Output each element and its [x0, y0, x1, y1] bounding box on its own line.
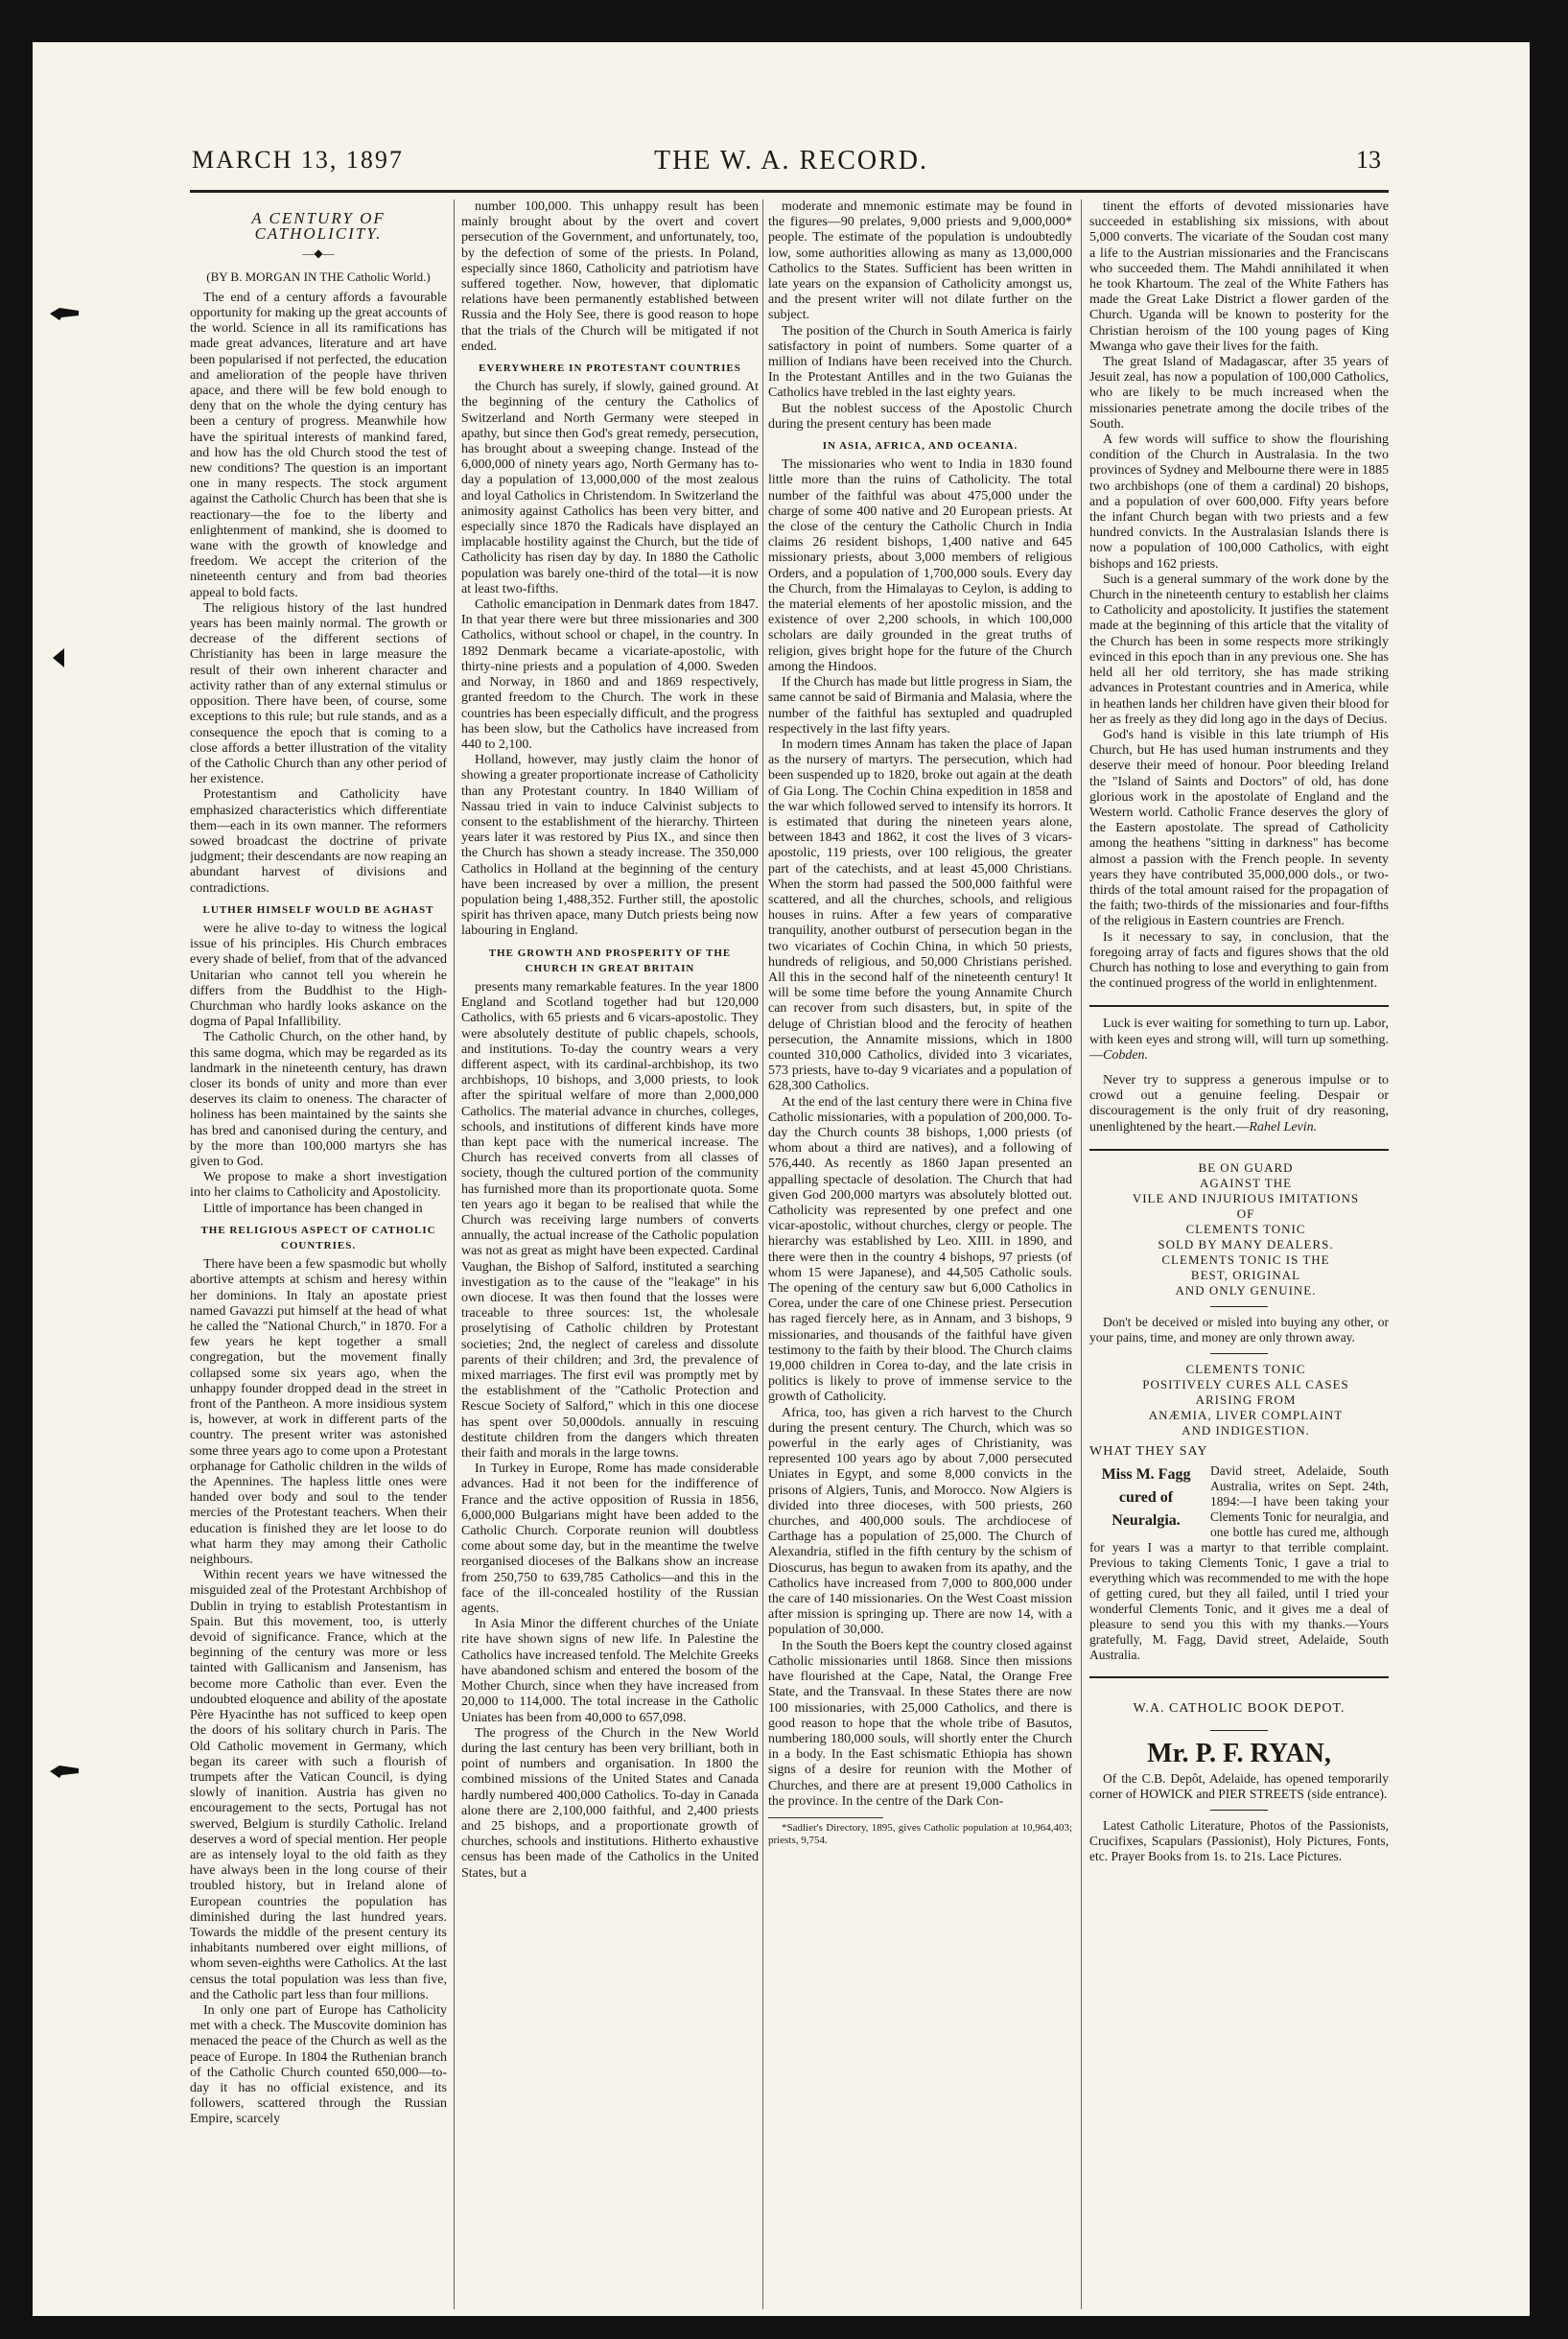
header-rule [190, 190, 1389, 193]
paragraph-group [461, 980, 759, 1882]
paragraph-group [768, 199, 1072, 433]
advert-warning-lines [1089, 1160, 1389, 1298]
depot-proprietor: Mr. P. F. RYAN, [1147, 1739, 1331, 1769]
paragraph: tinent the efforts of devoted missionaries have succeeded in establishing six missions, with about 5,000 converts. The vicariate of the Soudan cost many a life to the Austrian missionaries and the Franciscans who succeeded them. The Mahdi annihilated it when he took Khartoum. The zeal of the White Fathers has made the Great Lake District a flower garden of the Church. Uganda will be known to posterity for the Christian heroism of the 100 young pages of King Mwanga who gave their lives for the faith. [1089, 199, 1389, 354]
pointing-hand-icon [50, 305, 81, 322]
quote-author: Rahel Levin. [1249, 1119, 1318, 1134]
ornament-divider: —◆— [302, 246, 335, 261]
paragraph: The end of a century affords a favourable opportunity for making up the great accounts of the world. Science in all its ramifications has made great advances, literature and art have been popularised if not perfected, the education and amelioration of the people have thriven apace, and there will be few bold enough to deny that on the whole the dying century has been a century of progress. Meanwhile how have the spiritual interests of mankind fared, and how has the old Church stood the test of new conditions? The question is an important one in many respects. The stock argument against the Catholic Church has been that she is reactionary—the foe to the liberty and enlightenment of mankind, she is doomed to wane with the growth of knowledge and freedom. We accept the criterion of the nineteenth century and from bad theories appeal to bold facts. [190, 290, 447, 600]
depot-stock: Latest Catholic Literature, Photos of the Passionists, Crucifixes, Scapulars (Passionist), Holy Pictures, Fonts, etc. Prayer Books from 1s. to 21s. Lace Pictures. [1089, 1818, 1389, 1864]
short-rule [1210, 1353, 1268, 1354]
paragraph: were he alive to-day to witness the logical issue of his principles. His Church embraces every shade of belief, from that of the advanced Unitarian who cannot tell you wherein he differs from the Buddhist to the High-Churchman who hardly looks askance on the dogma of Papal Infallibility. [190, 921, 447, 1030]
advert-line: ARISING FROM [1195, 1392, 1297, 1407]
paragraph: presents many remarkable features. In the year 1800 England and Scotland together had but 120,000 Catholics, with 65 priests and 6 vicars-apostolic. They were absolutely destitute of public chapels, schools, and institutions. To-day the country wears a very different aspect, with its cardinal-archbishop, its two archbishops, 10 bishops, and 3,000 priests, to look after the spiritual welfare of more than 2,000,000 Catholics. The material advance in churches, colleges, schools, and institutions of different kinds have more than kept pace with the numerical increase. The Church has received converts from all classes of society, though the cultured portion of the community has furnished more than its proportionate quota. Some ten years ago it began to be realised that while the Church was receiving large numbers of converts annually, the actual increase of the Catholic population was not as great as might have been expected. Cardinal Vaughan, the Bishop of Salford, instituted a searching investigation as to the cause of the "leakage" in his own diocese. It was then found that the losses were traceable to three sources: 1st, the wholesale proselytising of Catholic children by Protestant societies; 2nd, the neglect of careless and dissolute parents of their children; and 3rd, the prevalence of mixed marriages. The first evil was promptly met by the establishment of the "Catholic Protection and Rescue Society of Salford," which in this one diocese has spent over 50,000dols. annually in rescuing destitute children from the dangers which threaten their faith and morals in the large towns. [461, 979, 759, 1462]
section-rule [1089, 1149, 1389, 1151]
column-3 [768, 199, 1072, 2314]
page-header [192, 146, 1391, 184]
testimonial-heading: WHAT THEY SAY [1089, 1443, 1208, 1459]
paragraph: If the Church has made but little progress in Siam, the same cannot be said of Birmania and Malasia, where the number of the faithful has sextupled and quadrupled respectively in the last fifty years. [768, 675, 1072, 737]
paragraph-group [461, 199, 759, 355]
subheading: IN ASIA, AFRICA, AND OCEANIA. [822, 440, 1018, 453]
paragraph: In Asia Minor the different churches of the Uniate rite have shown signs of new life. In Palestine the Catholics have increased tenfold. The Melchite Greeks have abandoned schism and entered the bosom of the Mother Church, since when they have increased from 20,000 to 114,000. The total increase in the Catholic Uniates has been from 40,000 to 657,098. [461, 1617, 759, 1725]
short-rule [1210, 1810, 1268, 1811]
column-2 [461, 199, 759, 2314]
testimonial-person: Miss M. Fagg [1101, 1465, 1191, 1483]
paragraph-group [190, 922, 447, 1217]
advert-line: ANÆMIA, LIVER COMPLAINT [1148, 1407, 1344, 1422]
paragraph: In Turkey in Europe, Rome has made considerable advances. Had it not been for the indifference of France and the active opposition of Russia in 1856, 6,000,000 Bulgarians might have been added to the Catholic Church. Corporate reunion will doubtless come about some day, but in the meantime the twelve reorganised dioceses of the Balkans show an increase from 250,750 to 639,785 Catholics—and this in the face of the ill-concealed hostility of the Russian agents. [461, 1462, 759, 1617]
subheading: THE RELIGIOUS ASPECT OF CATHOLIC COUNTRIES. [200, 1224, 436, 1251]
paragraph: moderate and mnemonic estimate may be found in the figures—90 prelates, 9,000 priests and 9,000,000* people. The estimate of the population is undoubtedly low, some authorities allowing as many as 13,000,000 Catholics to the States. Sufficient has been written in late years on the expansion of Catholicity amongst us, and the present writer will not dilate further on the subject. [768, 199, 1072, 323]
short-rule [1210, 1306, 1268, 1307]
testimonial-name [1089, 1463, 1203, 1532]
testimonial-ailment: Neuralgia. [1112, 1511, 1181, 1529]
footnote: *Sadlier's Directory, 1895, gives Catholic population at 10,964,403; priests, 9,754. [768, 1821, 1072, 1846]
article-title: A CENTURY OF CATHOLICITY. [251, 209, 386, 244]
scan-border-left [0, 0, 33, 2339]
advert-line: CLEMENTS TONIC [1185, 1361, 1306, 1376]
paragraph: In the South the Boers kept the country closed against Catholic missionaries until 1868. Since then missions have flourished at the Cape, Natal, the Orange Free State, and the Transvaal. In these States there are now 100 missionaries, with 25,000 Catholics, and there is good reason to hope that the whole tribe of Basutos, numbering 180,000 souls, will shortly enter the Church in a body. In the East schismatic Ethiopia has shown signs of a desire for reunion with the Mother of Churches, and there are at present 19,000 Catholics in the province. In the centre of the Dark Con- [768, 1638, 1072, 1809]
paragraph: Little of importance has been changed in [203, 1201, 423, 1216]
paragraph: At the end of the last century there were in China five Catholic missionaries, with a population of 200,000. To-day the Church counts 38 bishops, 1,000 priests (of whom about a third are natives), and a following of 576,440. As recently as 1860 Japan presented an appalling spectacle of desolation. The Church that had given God 200,000 martyrs was absolutely blotted out. Catholicity was represented by one prefect and one vicar-apostolic, without churches, clergy or people. The hierarchy was established by Leo. XIII. in 1890, and there were then in the country 4 bishops, 97 priests (of whom 15 were Japanese), and 44,505 Catholic souls. The opening of the century saw but 6,000 Catholics in Corea, under the care of one Chinese priest. Persecution has raged fiercely here, as in Annam, and 3 bishops, 9 missionaries, and thousands of the faithful have given testimony to the faith by their blood. The Church claims 19,000 children in Corea to-day, and the late crisis in politics is likely to prove of immense service to the growth of Catholicity. [768, 1094, 1072, 1405]
paragraph: Holland, however, may justly claim the honor of showing a greater proportionate increase of Catholicity than any Protestant country. In 1840 William of Nassau tried in vain to induce Calvinist subjects to consent to the establishment of the hierarchy. Thirteen years later it was restored by Pius IX., and since then the Church has shown a steady increase. The 350,000 Catholics in Holland at the beginning of the century have been increased by over a million, the present population being 1,488,352. Further still, the apostolic spirit has thriven apace, many Dutch priests being now labouring in England. [461, 753, 759, 939]
paragraph: There have been a few spasmodic but wholly abortive attempts at schism and heresy within her dominions. In Italy an apostate priest named Gavazzi put himself at the head of what he called the "National Church," in 1870. For a few years he kept together a small congregation, but the movement finally collapsed some six years ago, when the unhappy founder dropped dead in the street in front of the Pantheon. A more insidious system is, however, at work in different parts of the country. The present writer was astonished some three years ago to come upon a Protestant orphanage for Catholic children in the wilds of the Apennines. The hapless little ones were handed over body and soul to the tender mercies of the Protestant teachers. When their education is finished they are let loose to do what harm they may among their Catholic neighbours. [190, 1257, 447, 1568]
testimonial [1089, 1463, 1389, 1663]
advert-line: SOLD BY MANY DEALERS. [1158, 1236, 1334, 1251]
paragraph: We propose to make a short investigation into her claims to Catholicity and Apostolicity. [190, 1170, 447, 1201]
subheading: EVERYWHERE IN PROTESTANT COUNTRIES [479, 363, 741, 375]
advert-line: AGAINST THE [1199, 1175, 1293, 1190]
paragraph: Is it necessary to say, in conclusion, that the foregoing array of facts and figures shows that the old Church has nothing to lose and everything to gain from the continued progress of the world in enlightenment. [1089, 929, 1389, 992]
paragraph: the Church has surely, if slowly, gained ground. At the beginning of the century the Catholics of Switzerland and North Germany were steeped in apathy, but since then God's great remedy, persecution, has brought about a sweeping change. Instead of the 6,000,000 of ninety years ago, North Germany has to-day a population of 13,000,000 of the most zealous and loyal Catholics in Christendom. In Switzerland the animosity against Catholics has been very bitter, and especially since 1870 the Radicals have displayed an implacable hostility against the Church, but the tide of Catholicity has risen day by day. In 1880 the Catholic population was barely one-third of the total—it is now at least two-fifths. [461, 380, 759, 596]
advert-line: OF [1236, 1205, 1255, 1221]
subheading: LUTHER HIMSELF WOULD BE AGHAST [202, 903, 434, 916]
paragraph: Catholic emancipation in Denmark dates from 1847. In that year there were but three missionaries and 300 Catholics, without school or chapel, in the country. In 1892 Denmark became a vicariate-apostolic, with thirty-nine priests and a population of 4,000. Sweden and Norway, in 1860 and and 1869 respectively, granted freedom to the Church. The work in these countries has been especially difficult, and the progress has been slow, but the Catholics have increased from 440 to 2,100. [461, 597, 759, 752]
section-rule [1089, 1005, 1389, 1007]
column-divider [762, 199, 763, 2309]
advert-warning: Don't be deceived or misled into buying any other, or your pains, time, and money are only thrown away. [1089, 1314, 1389, 1345]
column-divider [454, 199, 455, 2309]
paragraph-group [768, 457, 1072, 1810]
paragraph: Such is a general summary of the work done by the Church in the nineteenth century to establish her claims to Catholicity and apostolicity. It justifies the statement made at the beginning of this article that the vitality of the Church has been in some respects more strikingly evinced in this epoch than in any previous one. She has held all her old territory, she has made striking advances in Protestant countries and in America, while in heathen lands her children have given their blood for her as freely as they did long ago in the days of Decius. [1089, 572, 1389, 727]
paragraph: In only one part of Europe has Catholicity met with a check. The Muscovite dominion has menaced the peace of the Church as well as the peace of Europe. In 1804 the Ruthenian branch of the Catholic Church counted 650,000—to-day it has no official existence, and its followers, scattered through the Russian Empire, scarcely [190, 2002, 447, 2127]
paragraph: The progress of the Church in the New World during the last century has been very brilliant, both in point of numbers and organisation. In 1800 the combined missions of the United States and Canada hardly numbered 400,000 Catholics. To-day in Canada alone there are 2,100,000 faithful, and 2,400 priests and 25 bishops, and a proportionate growth of churches, schools and institutions. Hitherto exhaustive census has been made of the Catholics in the United States, but a [461, 1725, 759, 1881]
paragraph-group [1089, 199, 1389, 992]
advert-line: VILE AND INJURIOUS IMITATIONS [1132, 1190, 1360, 1205]
paragraph-group [190, 291, 447, 897]
paragraph: God's hand is visible in this late triumph of His Church, but He has used human instruments and they deserve their meed of honour. Poor bleeding Ireland the "Island of Saints and Doctors" of old, has done glorious work in the apostolate of England and the Western world. Catholic France deserves the glory of the Eastern apostolate. The spread of Catholicity among the heathens "sitting in darkness" has become almost a passion with the French people. In seventy years they have contributed 35,000,000 dols., or two-thirds of the total amount raised for the propagation of the faith; two-thirds of the missionaries and four-fifths of the religious in Eastern countries are French. [1089, 727, 1389, 929]
paragraph: The great Island of Madagascar, after 35 years of Jesuit zeal, has now a population of 100,000 Catholics, who are likely to be much increased when the missionaries penetrate among the docile tribes of the South. [1089, 355, 1389, 432]
paragraph-group [461, 380, 759, 939]
quote-author: Cobden. [1103, 1047, 1149, 1063]
article-byline: (BY B. MORGAN IN THE Catholic World.) [206, 269, 431, 284]
column-1 [190, 199, 447, 2314]
section-rule [1089, 1676, 1389, 1678]
footnote-rule [768, 1817, 883, 1818]
column-4 [1089, 199, 1389, 2314]
advert-line: BE ON GUARD [1198, 1159, 1294, 1175]
advert-line: AND INDIGESTION. [1182, 1422, 1310, 1438]
short-rule [1210, 1730, 1268, 1731]
page-number: 13 [1356, 146, 1381, 174]
scan-border-bottom [0, 2316, 1568, 2339]
advert-line: CLEMENTS TONIC [1185, 1221, 1306, 1236]
paragraph: But the noblest success of the Apostolic Church during the present century has been made [768, 401, 1072, 432]
paragraph-group [190, 1257, 447, 2127]
testimonial-text: David street, Adelaide, South Australia, writes on Sept. 24th, 1894:—I have been taking your Clements Tonic for neuralgia, and one bottle has cured me, although for years I was a martyr to that terrible complaint. Previous to taking Clements Tonic, I gave a trial to everything which was recommended to me with the hope of getting cured, but they all failed, until I tried your wonderful Clements Tonic, and it gives me a deal of pleasure to send you this with my thanks.—Yours gratefully, M. Fagg, David street, Adelaide, South Australia. [1089, 1462, 1389, 1662]
quote-text: Luck is ever waiting for something to turn up. Labor, with keen eyes and strong will, will turn up something.— [1089, 1017, 1389, 1063]
advert-cures-lines [1089, 1362, 1389, 1438]
scan-border-top [0, 0, 1568, 42]
issue-date: MARCH 13, 1897 [192, 146, 404, 174]
depot-address: Of the C.B. Depôt, Adelaide, has opened temporarily corner of HOWICK and PIER STREETS (side entrance). [1089, 1771, 1389, 1802]
paragraph: A few words will suffice to show the flourishing condition of the Church in Australasia. In the two provinces of Sydney and Melbourne there were in 1885 two archbishops (one of them a cardinal) 20 bishops, and a population of over 600,000. Fifty years before the infant Church began with two priests and a few hundred convicts. In the Australasian Islands there is now a population of 100,000 Catholics, with eight bishops and 162 priests. [1089, 433, 1389, 572]
advert-line: CLEMENTS TONIC IS THE [1161, 1251, 1330, 1267]
advert-line: AND ONLY GENUINE. [1175, 1282, 1317, 1298]
advert-line: BEST, ORIGINAL [1190, 1267, 1301, 1282]
newspaper-title: THE W. A. RECORD. [653, 146, 929, 175]
paragraph: In modern times Annam has taken the place of Japan as the nursery of martyrs. The persecution, which had been suspended up to 1820, broke out again at the death of Gia Long. The Cochin China expedition in 1858 and the war which followed served to intensify its horrors. It is estimated that during the nineteen years alone, between 1843 and 1862, it cost the lives of 3 vicars-apostolic, 119 priests, over 100 religious, the greater part of the catechists, and at least 45,000 Christians. When the storm had passed the 500,000 faithful were scattered, and all the churches, schools, and religious houses in ruins. After a few years of comparative tranquility, another outburst of persecution began in the two vicariates of Cochin China, in which 50 priests, hundreds of religious, and 50,000 Christians perished. All this in the second half of the nineteenth century! It will be some time before the young Annamite Church can recover from such disasters, but, in spite of the deluge of Christian blood and the ferocity of heathen persecution, the Annamite missions, which in 1800 counted 310,000 Catholics, divided into 3 vicariates, 573 priests, have to-day 9 vicariates and a population of 628,300 Catholics. [768, 737, 1072, 1094]
quote-cobden [1089, 1017, 1389, 1064]
paragraph: Protestantism and Catholicity have emphasized characteristics which differentiate them—each in its own manner. The reformers sowed broadcast the doctrine of private judgment; their descendants are now reaping an abundant harvest of divisions and contradictions. [190, 787, 447, 896]
clements-tonic-advert [1089, 1160, 1389, 1663]
testimonial-cured-of: cured of [1118, 1488, 1174, 1506]
paragraph: The missionaries who went to India in 1830 found little more than the ruins of Catholicity. The total number of the faithful was about 475,000 under the charge of some 400 native and 20 European priests. At the close of the century the Catholic Church in India claims 26 resident bishops, 1,400 native and 645 missionary priests, about 3,000 members of religious Orders, and a population of 1,700,000 souls. Every day the Church, from the Himalayas to Ceylon, is adding to the material elements of her apostolic mission, and the existence of over 2,200 schools, in which 100,000 scholars are daily grounded in the great truths of religion, gives bright hope for the future of the Church among the Hindoos. [768, 457, 1072, 674]
quote-text: Never try to suppress a generous impulse or to crowd out a genuine feeling. Despair or discouragement is the only fruit of dry reasoning, unenlightened by the heart.— [1089, 1072, 1389, 1134]
arrow-left-icon [53, 648, 64, 667]
pointing-hand-icon-2 [50, 1763, 81, 1780]
paragraph: number 100,000. This unhappy result has been mainly brought about by the overt and covert persecution of the Government, and unfortunately, too, by the defection of some of the priests. In Poland, especially since 1860, Catholicity and patriotism have suffered together. Now, however, that diplomatic relations have been permanently established between Russia and the Holy See, there is good reason to hope that the trials of the Church will be mitigated if not ended. [461, 199, 759, 354]
subheading: THE GROWTH AND PROSPERITY OF THE CHURCH IN GREAT BRITAIN [488, 947, 732, 974]
paragraph: The religious history of the last hundred years has been mainly normal. The growth or decrease of the different sections of Christianity has been in large measure the result of their own inherent character and activity rather than of any external stimulus or opposition. There have been, of course, some exceptions to this rule; but rule stands, and as a consequence the epoch that is coming to a close affords a better illustration of the vitality of the Catholic Church than any other period of her existence. [190, 600, 447, 787]
scan-border-right [1530, 0, 1568, 2339]
paragraph: The position of the Church in South America is fairly satisfactory in point of numbers. Some quarter of a million of Indians have been received into the Church. In the Protestant Antilles and in the two Guianas the Catholics have trebled in the last eighty years. [768, 323, 1072, 401]
advert-line: POSITIVELY CURES ALL CASES [1142, 1376, 1349, 1392]
quote-levin [1089, 1073, 1389, 1135]
paragraph: Africa, too, has given a rich harvest to the Church during the present century. The Church, which was so powerful in the early ages of Christianity, was represented 100 years ago by about 7,000 persecuted Uniates in Egypt, and some 8,000 convicts in the prisons of Algiers, Tunis, and Morocco. Now Algiers is divided into three dioceses, with 500 priests, 260 churches, and 400,000 souls. The archdiocese of Carthage has a population of 25,000. The Church of Alexandria, stifled in the fifth century by the schism of Dioscurus, has begun to awaken from its apathy, and the Catholics have increased from 7,000 to 800,000 under the care of 140 missionaries. On the West Coast mission after mission is springing up. There are now 14, with a population of 30,000. [768, 1405, 1072, 1638]
paragraph: Within recent years we have witnessed the misguided zeal of the Protestant Archbishop of Dublin in trying to establish Protestantism in Spain. But this movement, too, is utterly devoid of significance. France, which at the beginning of the century was more or less tainted with Gallicanism and Jansenism, has become more Catholic than ever. Even the undoubted eloquence and ability of the apostate Père Hyacinthe has not sufficed to keep open the doors of his solitary church in Paris. The Old Catholic movement in Germany, which began its career with such a flourish of trumpets after the Vatican Council, is dying slowly of inanition. Austria has given no encouragement to the sects, Portugal has not swerved, Belgium is sturdily Catholic. Ireland deserves a word of special mention. Her people are as intensely loyal to the old faith as they have always been in the long course of their troubled history, but in Ireland alone of European countries the population has diminished during the last hundred years. Towards the middle of the present century its inhabitants numbered over eight millions, of whom seven-eighths were Catholics. At the last census the total population was less than five, and the Catholic part less than four millions. [190, 1568, 447, 2002]
depot-heading: W.A. CATHOLIC BOOK DEPOT. [1133, 1700, 1346, 1716]
column-divider [1081, 199, 1082, 2309]
paragraph: The Catholic Church, on the other hand, by this same dogma, which may be regarded as its landmark in the nineteenth century, has drawn closer its bonds of unity and more than ever deserves its claim to oneness. The character of holiness has been maintained by the saints she has bred and canonised during the century, and by the more than 100,000 martyrs she has given to God. [190, 1030, 447, 1169]
